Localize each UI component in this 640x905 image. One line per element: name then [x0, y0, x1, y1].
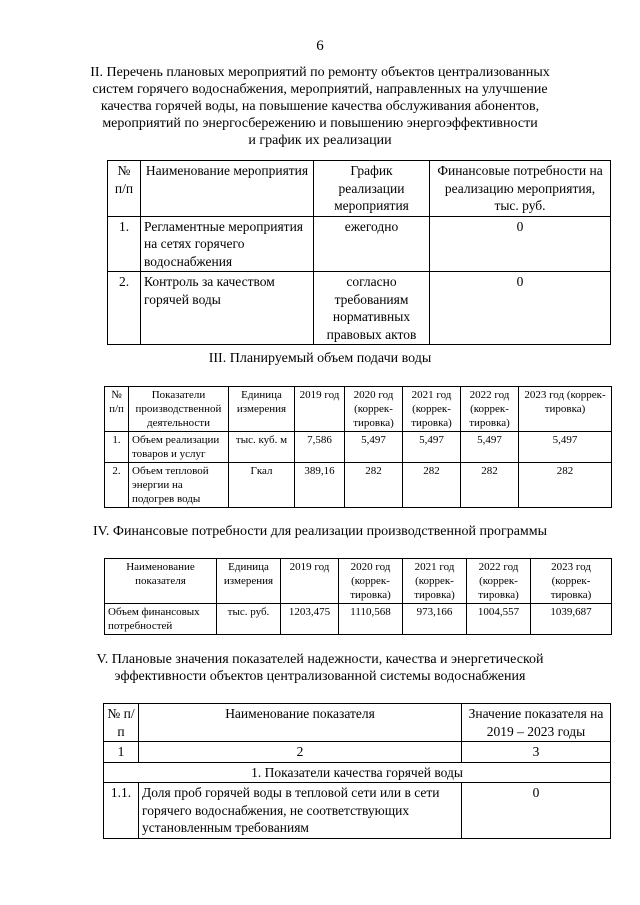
cell-indicator: Объем тепловой энергии на подогрев воды	[129, 463, 229, 508]
col-header-2019: 2019 год	[281, 559, 339, 604]
col-header-number: № п/п	[105, 387, 129, 432]
col-header-number: № п/п	[108, 161, 141, 217]
cell-2023: 1039,687	[531, 604, 612, 635]
section-2-title-line: качества горячей воды, на повышение качества обслуживания абонентов,	[100, 99, 540, 114]
col-header-2020: 2020 год (коррек-тировка)	[339, 559, 403, 604]
measures-table	[107, 160, 611, 345]
cell-financing: 0	[430, 216, 611, 272]
cell-measure-name: Регламентные мероприятия на сетях горячего водоснабжения	[141, 216, 314, 272]
col-header-2021: 2021 год (коррек-тировка)	[403, 387, 461, 432]
page-number: 6	[316, 38, 324, 54]
cell-unit: Гкал	[229, 463, 295, 508]
water-supply-volume-table	[104, 386, 612, 508]
section-2-title-line: мероприятий по энергосбережению и повышению энергоэффективности	[102, 116, 538, 131]
cell-2019: 1203,475	[281, 604, 339, 635]
cell-2021: 5,497	[403, 432, 461, 463]
cell-value: 0	[462, 783, 611, 839]
cell-indicator-name: Доля проб горячей воды в тепловой сети или в сети горячего водоснабжения, не соответствующих установленным требованиям	[139, 783, 462, 839]
cell-2019: 7,586	[295, 432, 345, 463]
table-header-row	[105, 559, 612, 604]
reliability-indicators-table	[103, 703, 611, 839]
cell-unit: тыс. руб.	[217, 604, 281, 635]
table-header-row	[108, 161, 611, 217]
cell-schedule: согласно требованиям нормативных правовых актов	[314, 272, 430, 345]
cell-col-number: 1	[104, 742, 139, 763]
table-header-row	[104, 704, 611, 742]
col-header-2020: 2020 год (коррек-тировка)	[345, 387, 403, 432]
cell-2020: 5,497	[345, 432, 403, 463]
group-title: 1. Показатели качества горячей воды	[104, 762, 611, 783]
financial-needs-table	[104, 558, 612, 635]
section-5-title	[40, 651, 600, 685]
table-row	[105, 432, 612, 463]
group-row	[104, 762, 611, 783]
col-header-2022: 2022 год (коррек-тировка)	[467, 559, 531, 604]
cell-indicator: Объем финансовых потребностей	[105, 604, 217, 635]
table-header-row	[105, 387, 612, 432]
col-header-unit: Единица измерения	[217, 559, 281, 604]
numbering-row	[104, 742, 611, 763]
cell-schedule: ежегодно	[314, 216, 430, 272]
col-header-2023: 2023 год (коррек-тировка)	[531, 559, 612, 604]
cell-2023: 282	[519, 463, 612, 508]
cell-number: 2.	[105, 463, 129, 508]
cell-2019: 389,16	[295, 463, 345, 508]
cell-2022: 1004,557	[467, 604, 531, 635]
section-2-title-line: и график их реализации	[248, 133, 392, 148]
section-5-title-line: V. Плановые значения показателей надежности, качества и энергетической	[96, 652, 544, 667]
table-row	[108, 272, 611, 345]
col-header-value: Значение показателя на 2019 – 2023 годы	[462, 704, 611, 742]
col-header-indicator-name: Наименование показателя	[139, 704, 462, 742]
cell-unit: тыс. куб. м	[229, 432, 295, 463]
cell-2020: 282	[345, 463, 403, 508]
section-2-title	[60, 64, 580, 149]
col-header-2019: 2019 год	[295, 387, 345, 432]
table-row	[105, 463, 612, 508]
col-header-unit: Единица измерения	[229, 387, 295, 432]
col-header-number: № п/п	[104, 704, 139, 742]
section-5-title-line: эффективности объектов централизованной системы водоснабжения	[114, 669, 526, 684]
col-header-2023: 2023 год (коррек-тировка)	[519, 387, 612, 432]
cell-number: 2.	[108, 272, 141, 345]
col-header-indicator: Показатели производственной деятельности	[129, 387, 229, 432]
cell-2022: 282	[461, 463, 519, 508]
cell-measure-name: Контроль за качеством горячей воды	[141, 272, 314, 345]
col-header-2022: 2022 год (коррек-тировка)	[461, 387, 519, 432]
cell-2021: 282	[403, 463, 461, 508]
col-header-2021: 2021 год (коррек-тировка)	[403, 559, 467, 604]
section-2-title-line: II. Перечень плановых мероприятий по ремонту объектов централизованных	[90, 65, 550, 80]
col-header-measure-name: Наименование мероприятия	[141, 161, 314, 217]
table-row	[105, 604, 612, 635]
cell-financing: 0	[430, 272, 611, 345]
col-header-indicator: Наименование показателя	[105, 559, 217, 604]
section-4-title: IV. Финансовые потребности для реализации производственной программы	[92, 524, 548, 539]
cell-2022: 5,497	[461, 432, 519, 463]
cell-number: 1.	[105, 432, 129, 463]
cell-col-number: 2	[139, 742, 462, 763]
cell-number: 1.1.	[104, 783, 139, 839]
cell-indicator: Объем реализации товаров и услуг	[129, 432, 229, 463]
cell-col-number: 3	[462, 742, 611, 763]
table-row	[104, 783, 611, 839]
col-header-financing: Финансовые потребности на реализацию мероприятия, тыс. руб.	[430, 161, 611, 217]
table-row	[108, 216, 611, 272]
col-header-schedule: График реализации мероприятия	[314, 161, 430, 217]
cell-2021: 973,166	[403, 604, 467, 635]
cell-2023: 5,497	[519, 432, 612, 463]
section-2-title-line: систем горячего водоснабжения, мероприятий, направленных на улучшение	[92, 82, 548, 97]
section-3-title: III. Планируемый объем подачи воды	[208, 351, 432, 366]
cell-number: 1.	[108, 216, 141, 272]
cell-2020: 1110,568	[339, 604, 403, 635]
